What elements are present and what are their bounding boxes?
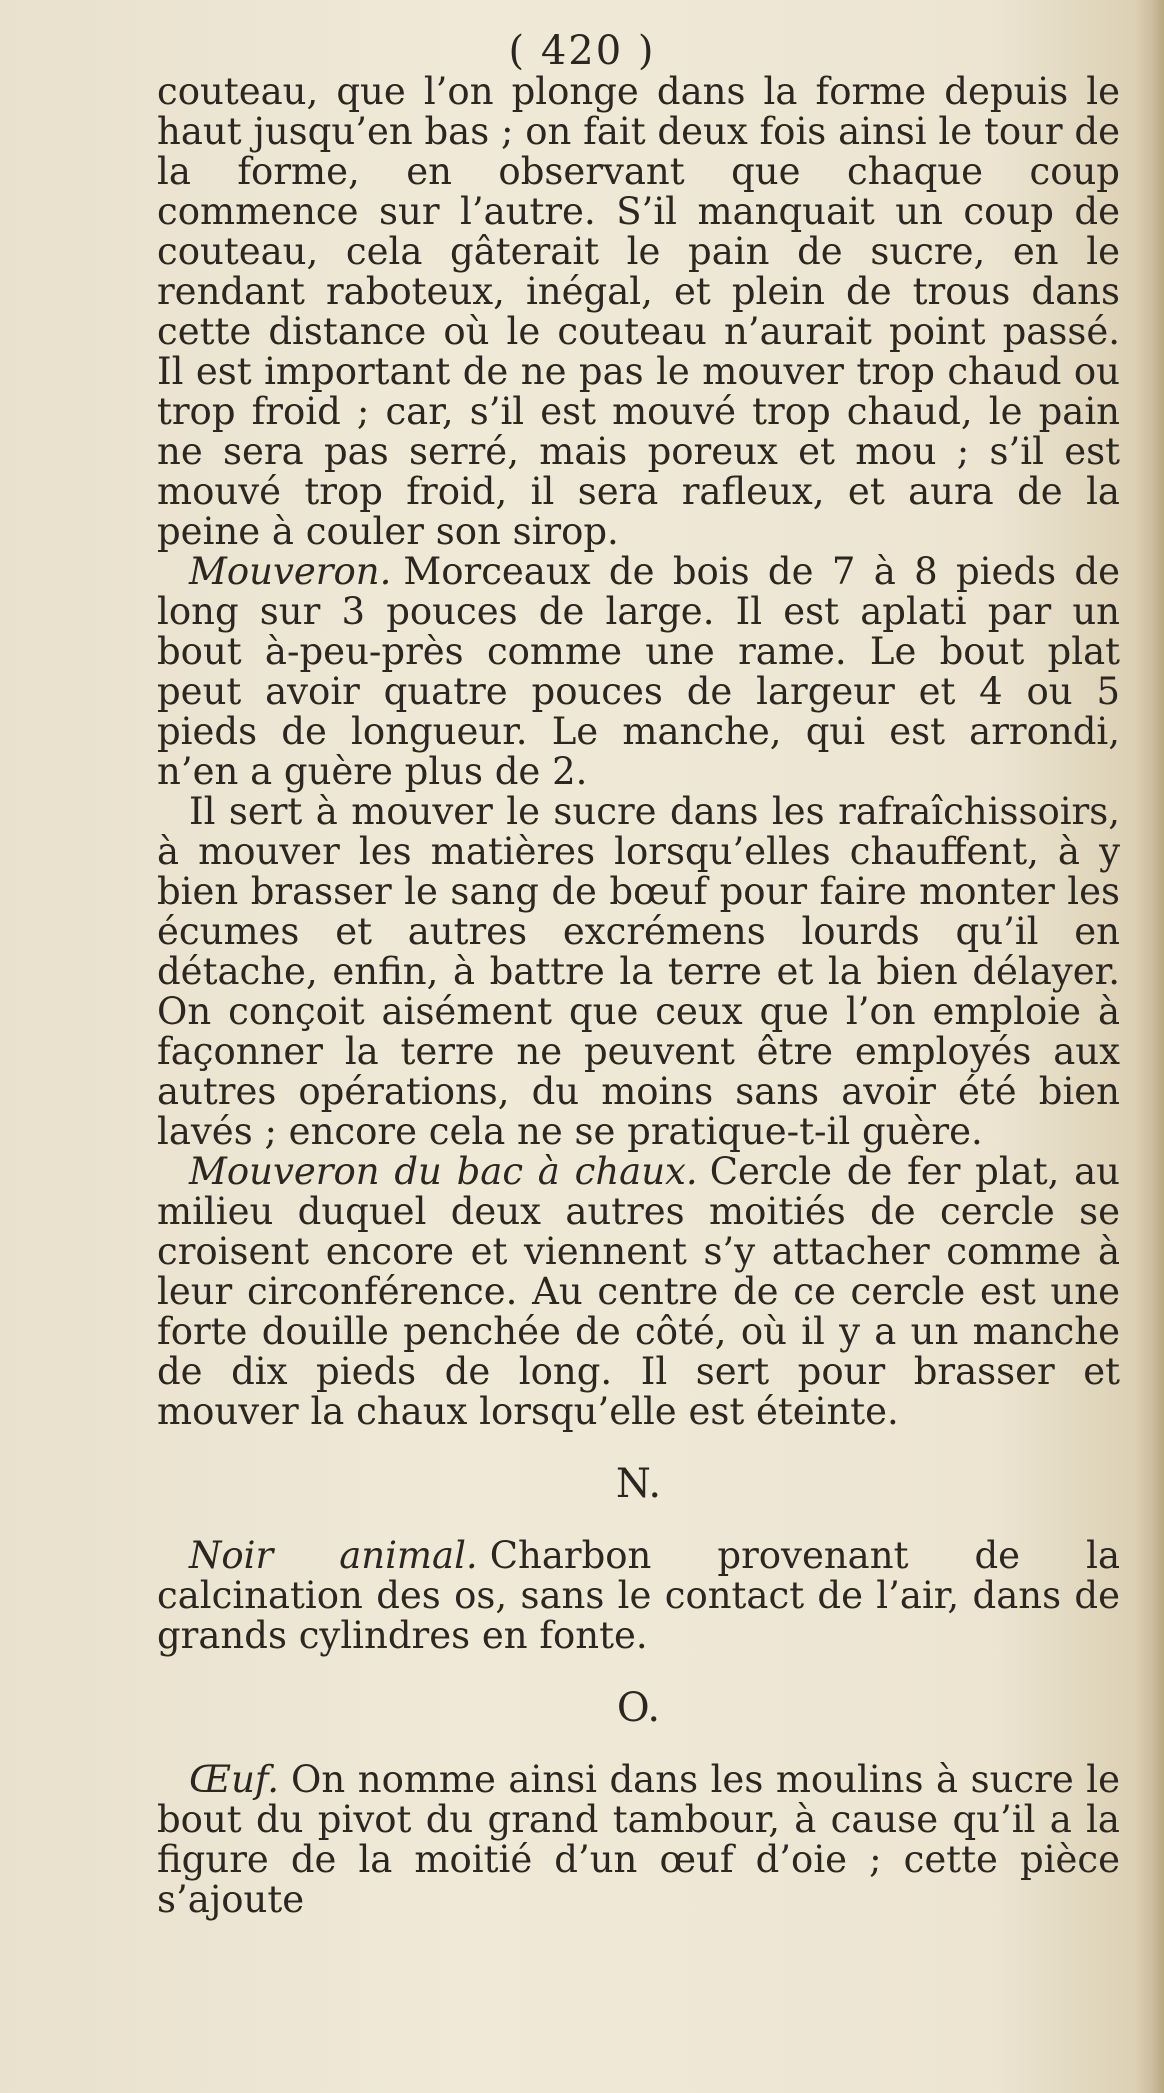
entry-text-oeuf: On nomme ainsi dans les moulins à sucre le bout du pivot du grand tambour, à cause qu’il a la figure de la moitié d’un œuf d’oie ; cette pièce s’ajoute <box>157 1758 1120 1921</box>
page-number: ( 420 ) <box>508 28 656 74</box>
page-edge-shadow <box>1134 0 1164 2093</box>
section-letter-n: N. <box>615 1461 662 1507</box>
entry-term-mouveron: Mouveron. <box>189 550 392 593</box>
entry-term-noir-animal: Noir animal. <box>189 1534 478 1577</box>
entry-noir-animal <box>157 1536 1120 1656</box>
entry-term-mouveron-bac: Mouveron du bac à chaux. <box>189 1150 698 1193</box>
entry-text-noir-animal: Charbon provenant de la calcination des os, sans le contact de l’air, dans de grands cylindres en fonte. <box>157 1534 1120 1657</box>
section-letter-o: O. <box>616 1685 661 1731</box>
entry-term-oeuf: Œuf. <box>189 1758 280 1801</box>
entry-mouveron-continued: Il sert à mouver le sucre dans les rafraîchissoirs, à mouver les matières lorsqu’elles chauffent, à y bien brasser le sang de bœuf pour faire monter les écumes et autres excrémens lourds qu’il en détache, enfin, à battre la terre et la bien délayer. On conçoit aisément que ceux que l’on emploie à façonner la terre ne peuvent être employés aux autres opérations, du moins sans avoir été bien lavés ; encore cela ne se pratique-t-il guère. <box>157 790 1120 1153</box>
entry-mouveron <box>157 552 1120 792</box>
body-text <box>157 72 1120 1920</box>
entry-mouveron-bac <box>157 1152 1120 1432</box>
paragraph-continuation: couteau, que l’on plonge dans la forme depuis le haut jusqu’en bas ; on fait deux fois ainsi le tour de la forme, en observant que chaque coup commence sur l’autre. S’il manquait un coup de couteau, cela gâterait le pain de sucre, en le rendant raboteux, inégal, et plein de trous dans cette distance où le couteau n’aurait point passé. Il est important de ne pas le mouver trop chaud ou trop froid ; car, s’il est mouvé trop chaud, le pain ne sera pas serré, mais poreux et mou ; s’il est mouvé trop froid, il sera rafleux, et aura de la peine à couler son sirop. <box>157 70 1120 553</box>
entry-text-mouveron-bac: Cercle de fer plat, au milieu duquel deux autres moitiés de cercle se croisent encore et viennent s’y attacher comme à leur circonférence. Au centre de ce cercle est une forte douille penchée de côté, où il y a un manche de dix pieds de long. Il sert pour brasser et mouver la chaux lorsqu’elle est éteinte. <box>157 1150 1120 1433</box>
entry-oeuf <box>157 1760 1120 1920</box>
entry-text-mouveron: Morceaux de bois de 7 à 8 pieds de long sur 3 pouces de large. Il est aplati par un bout à-peu-près comme une rame. Le bout plat peut avoir quatre pouces de largeur et 4 ou 5 pieds de longueur. Le manche, qui est arrondi, n’en a guère plus de 2. <box>157 550 1120 793</box>
